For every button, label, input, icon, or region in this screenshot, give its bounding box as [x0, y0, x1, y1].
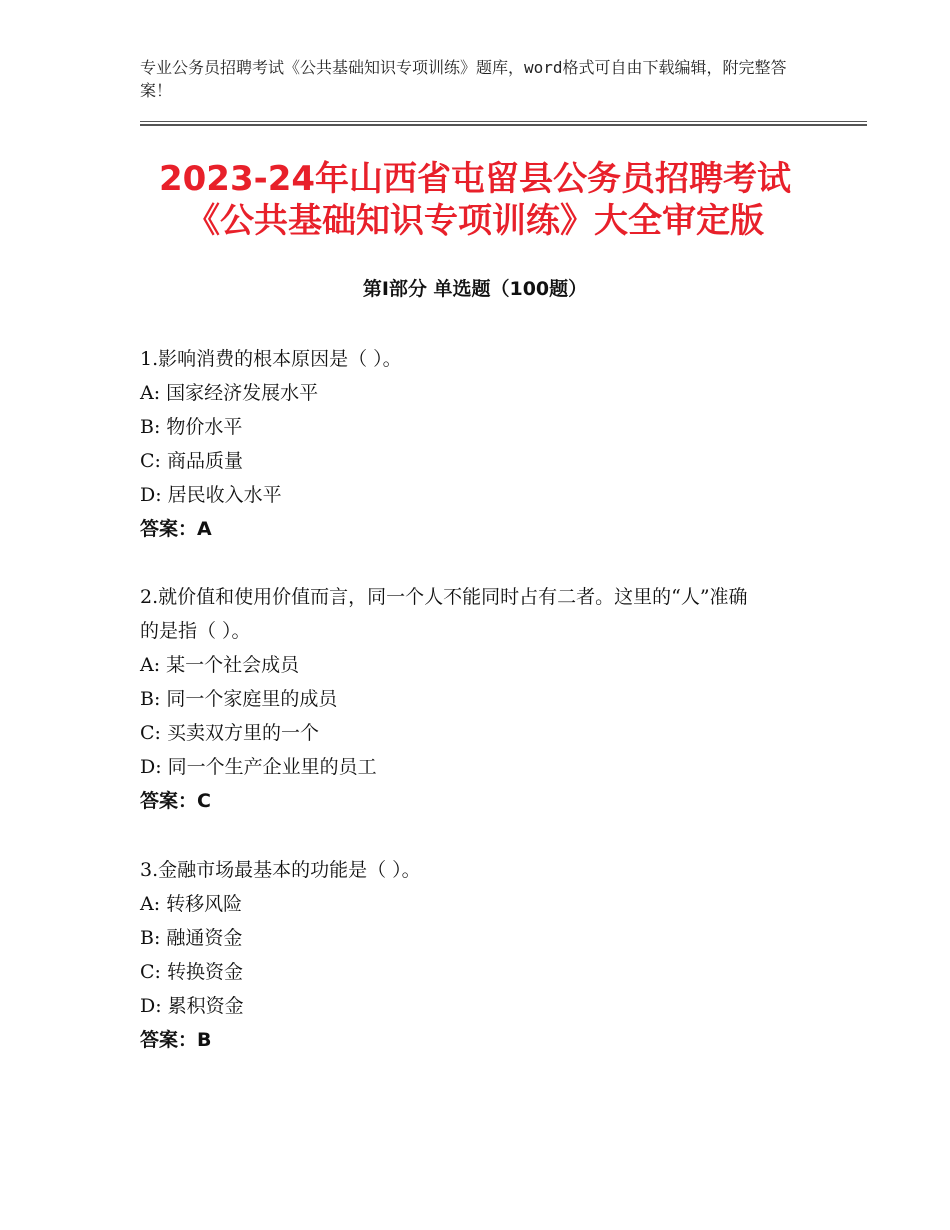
- section-title: 第Ⅰ部分 单选题（100题）: [362, 278, 588, 300]
- question-2: [140, 580, 760, 818]
- header-divider-thin: [140, 121, 867, 122]
- question-stem: 2.就价值和使用价值而言，同一个人不能同时占有二者。这里的“人”准确的是指（ ）。: [140, 586, 748, 642]
- page-title: [0, 158, 950, 242]
- option-b: B: 物价水平: [140, 416, 243, 438]
- option-a: A: 某一个社会成员: [140, 654, 300, 676]
- option-d: D: 累积资金: [140, 995, 244, 1017]
- question-1: [140, 342, 760, 546]
- question-stem: 3.金融市场最基本的功能是（ ）。: [140, 859, 421, 881]
- answer-line: 答案：C: [140, 790, 211, 812]
- page-title-line-2: 《公共基础知识专项训练》大全审定版: [186, 201, 764, 241]
- answer-line: 答案：B: [140, 1029, 212, 1051]
- header-divider-thick: [140, 124, 867, 126]
- option-d: D: 居民收入水平: [140, 484, 282, 506]
- option-a: A: 转移风险: [140, 893, 243, 915]
- question-stem: 1.影响消费的根本原因是（ ）。: [140, 348, 402, 370]
- option-c: C: 买卖双方里的一个: [140, 722, 319, 744]
- option-c: C: 商品质量: [140, 450, 243, 472]
- question-3: [140, 853, 760, 1057]
- option-b: B: 同一个家庭里的成员: [140, 688, 338, 710]
- option-a: A: 国家经济发展水平: [140, 382, 319, 404]
- option-b: B: 融通资金: [140, 927, 243, 949]
- header-note: 专业公务员招聘考试《公共基础知识专项训练》题库，word格式可自由下载编辑，附完整答案！: [140, 58, 787, 100]
- page-title-line-1: 2023-24年山西省屯留县公务员招聘考试: [158, 159, 792, 199]
- answer-line: 答案：A: [140, 518, 212, 540]
- option-c: C: 转换资金: [140, 961, 243, 983]
- option-d: D: 同一个生产企业里的员工: [140, 756, 377, 778]
